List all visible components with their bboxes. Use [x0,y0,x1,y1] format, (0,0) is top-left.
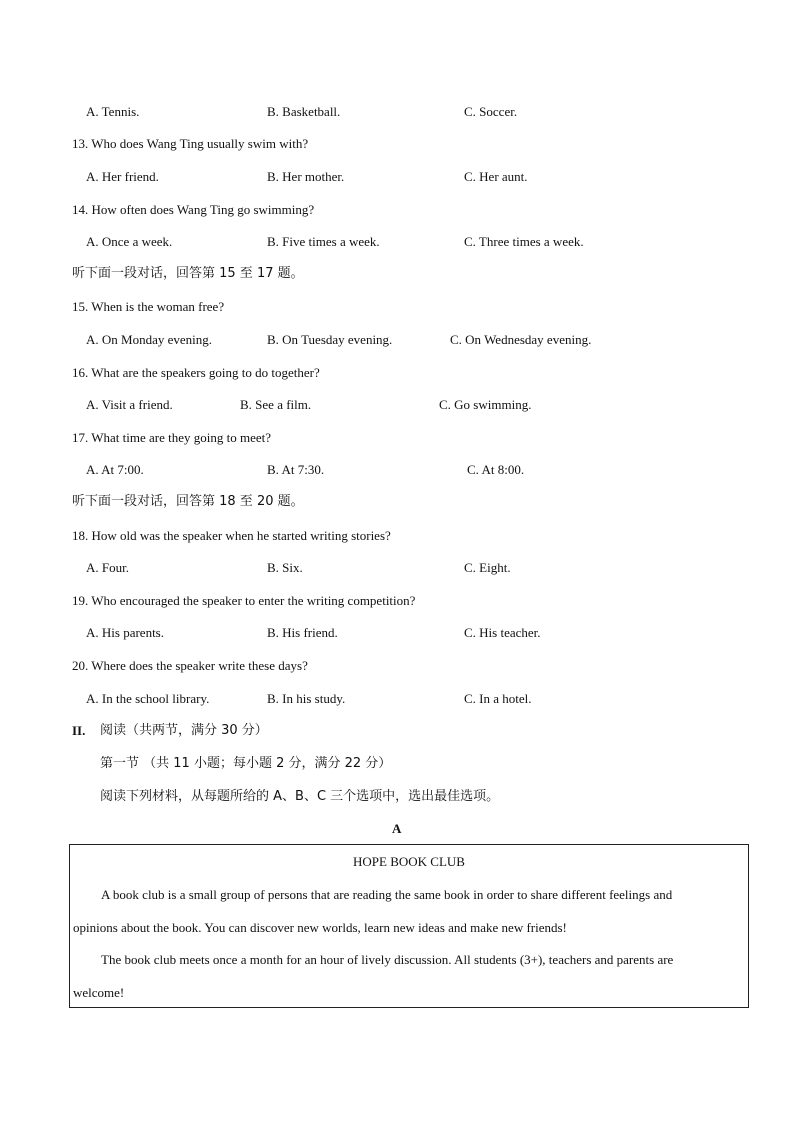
q18-option-c: C. Eight. [464,560,511,575]
q16-question: 16. What are the speakers going to do together? [72,365,320,380]
q19-option-c: C. His teacher. [464,625,541,640]
passage-p2-line2: welcome! [73,985,125,1000]
section-2-numeral: II. [72,723,86,738]
q17-option-b: B. At 7:30. [267,462,325,477]
passage-p1-line2: opinions about the book. You can discover new worlds, learn new ideas and make new friends! [73,920,567,935]
passage-p2-line1: The book club meets once a month for an hour of lively discussion. All students (3+), teachers and parents are [101,952,674,967]
q15-option-b: B. On Tuesday evening. [267,332,393,347]
passage-p1-line1: A book club is a small group of persons that are reading the same book in order to share different feelings and [101,887,673,902]
q14-option-a: A. Once a week. [86,234,173,249]
q13-question: 13. Who does Wang Ting usually swim with? [72,136,309,151]
q15-option-c: C. On Wednesday evening. [450,332,592,347]
q15-question: 15. When is the woman free? [72,299,225,314]
q17-option-c: C. At 8:00. [467,462,525,477]
q14-question: 14. How often does Wang Ting go swimming? [72,202,315,217]
q20-question: 20. Where does the speaker write these days? [72,658,308,673]
q13-option-b: B. Her mother. [267,169,345,184]
instruction-15-17: 听下面一段对话，回答第 15 至 17 题。 [72,266,304,281]
q14-option-c: C. Three times a week. [464,234,584,249]
q15-option-a: A. On Monday evening. [86,332,213,347]
section-2-title: 阅读（共两节，满分 30 分） [100,723,268,738]
q13-option-a: A. Her friend. [86,169,159,184]
q19-option-a: A. His parents. [86,625,164,640]
q12-option-c: C. Soccer. [464,104,518,119]
instruction-18-20: 听下面一段对话，回答第 18 至 20 题。 [72,494,304,509]
q12-option-a: A. Tennis. [86,104,140,119]
passage-title: HOPE BOOK CLUB [353,854,465,869]
q20-option-a: A. In the school library. [86,691,210,706]
q20-option-b: B. In his study. [267,691,346,706]
q12-option-b: B. Basketball. [267,104,341,119]
q18-option-b: B. Six. [267,560,303,575]
q16-option-a: A. Visit a friend. [86,397,173,412]
q14-option-b: B. Five times a week. [267,234,380,249]
q16-option-c: C. Go swimming. [439,397,532,412]
q17-option-a: A. At 7:00. [86,462,144,477]
passage-box [69,844,749,1008]
section-2-instruction: 阅读下列材料，从每题所给的 A、B、C 三个选项中，选出最佳选项。 [100,789,500,804]
passage-label: A [392,821,402,836]
q18-question: 18. How old was the speaker when he started writing stories? [72,528,391,543]
q16-option-b: B. See a film. [240,397,312,412]
section-2-part1-heading: 第一节 （共 11 小题；每小题 2 分，满分 22 分） [100,756,392,771]
q13-option-c: C. Her aunt. [464,169,528,184]
q18-option-a: A. Four. [86,560,129,575]
q19-option-b: B. His friend. [267,625,338,640]
q17-question: 17. What time are they going to meet? [72,430,272,445]
q20-option-c: C. In a hotel. [464,691,532,706]
q19-question: 19. Who encouraged the speaker to enter the writing competition? [72,593,416,608]
